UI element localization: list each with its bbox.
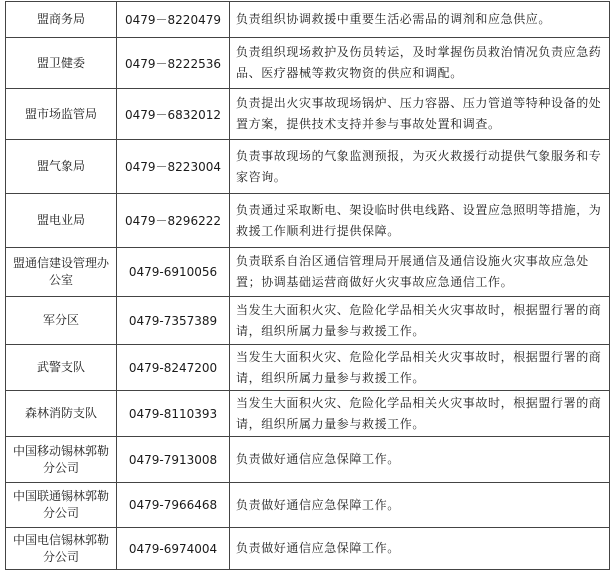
duty-cell: 负责联系自治区通信管理局开展通信及通信设施火灾事故应急处置；协调基础运营商做好火灾事故应急通信工作。	[230, 248, 610, 297]
phone-cell: 0479-8247200	[117, 345, 230, 391]
duty-cell: 当发生大面积火灾、危险化学品相关火灾事故时，根据盟行署的商请，组织所属力量参与救援工作。	[230, 391, 610, 437]
org-cell: 武警支队	[6, 345, 117, 391]
org-cell: 军分区	[6, 297, 117, 345]
org-cell: 中国移动锡林郭勒分公司	[6, 437, 117, 483]
contact-table	[5, 1, 610, 570]
phone-cell: 0479-7357389	[117, 297, 230, 345]
duty-cell: 当发生大面积火灾、危险化学品相关火灾事故时，根据盟行署的商请，组织所属力量参与救援工作。	[230, 345, 610, 391]
table-row	[6, 2, 610, 38]
duty-cell: 负责提出火灾事故现场锅炉、压力容器、压力管道等特种设备的处置方案，提供技术支持并参与事故处置和调查。	[230, 89, 610, 140]
table-row	[6, 140, 610, 194]
table-row	[6, 248, 610, 297]
org-cell: 盟电业局	[6, 194, 117, 248]
phone-cell: 0479－6832012	[117, 89, 230, 140]
duty-cell: 负责组织现场救护及伤员转运，及时掌握伤员救治情况负责应急药品、医疗器械等救灾物资的供应和调配。	[230, 38, 610, 89]
table-row	[6, 345, 610, 391]
duty-cell: 负责做好通信应急保障工作。	[230, 483, 610, 528]
org-cell: 盟气象局	[6, 140, 117, 194]
duty-cell: 负责组织协调救援中重要生活必需品的调剂和应急供应。	[230, 2, 610, 38]
phone-cell: 0479－8222536	[117, 38, 230, 89]
phone-cell: 0479-8110393	[117, 391, 230, 437]
duty-cell: 负责做好通信应急保障工作。	[230, 437, 610, 483]
table-row	[6, 437, 610, 483]
phone-cell: 0479-6974004	[117, 528, 230, 570]
org-cell: 盟通信建设管理办公室	[6, 248, 117, 297]
table-row	[6, 391, 610, 437]
table-row	[6, 38, 610, 89]
duty-cell: 负责通过采取断电、架设临时供电线路、设置应急照明等措施，为救援工作顺利进行提供保障。	[230, 194, 610, 248]
phone-cell: 0479－8220479	[117, 2, 230, 38]
table-row	[6, 297, 610, 345]
table-row	[6, 483, 610, 528]
phone-cell: 0479-6910056	[117, 248, 230, 297]
phone-cell: 0479-7966468	[117, 483, 230, 528]
org-cell: 中国联通锡林郭勒分公司	[6, 483, 117, 528]
duty-cell: 负责事故现场的气象监测预报，为灭火救援行动提供气象服务和专家咨询。	[230, 140, 610, 194]
org-cell: 中国电信锡林郭勒分公司	[6, 528, 117, 570]
table-row	[6, 528, 610, 570]
duty-cell: 当发生大面积火灾、危险化学品相关火灾事故时，根据盟行署的商请，组织所属力量参与救援工作。	[230, 297, 610, 345]
org-cell: 盟市场监管局	[6, 89, 117, 140]
table-row	[6, 89, 610, 140]
org-cell: 盟商务局	[6, 2, 117, 38]
phone-cell: 0479-7913008	[117, 437, 230, 483]
org-cell: 森林消防支队	[6, 391, 117, 437]
org-cell: 盟卫健委	[6, 38, 117, 89]
duty-cell: 负责做好通信应急保障工作。	[230, 528, 610, 570]
phone-cell: 0479－8296222	[117, 194, 230, 248]
table-row	[6, 194, 610, 248]
phone-cell: 0479－8223004	[117, 140, 230, 194]
